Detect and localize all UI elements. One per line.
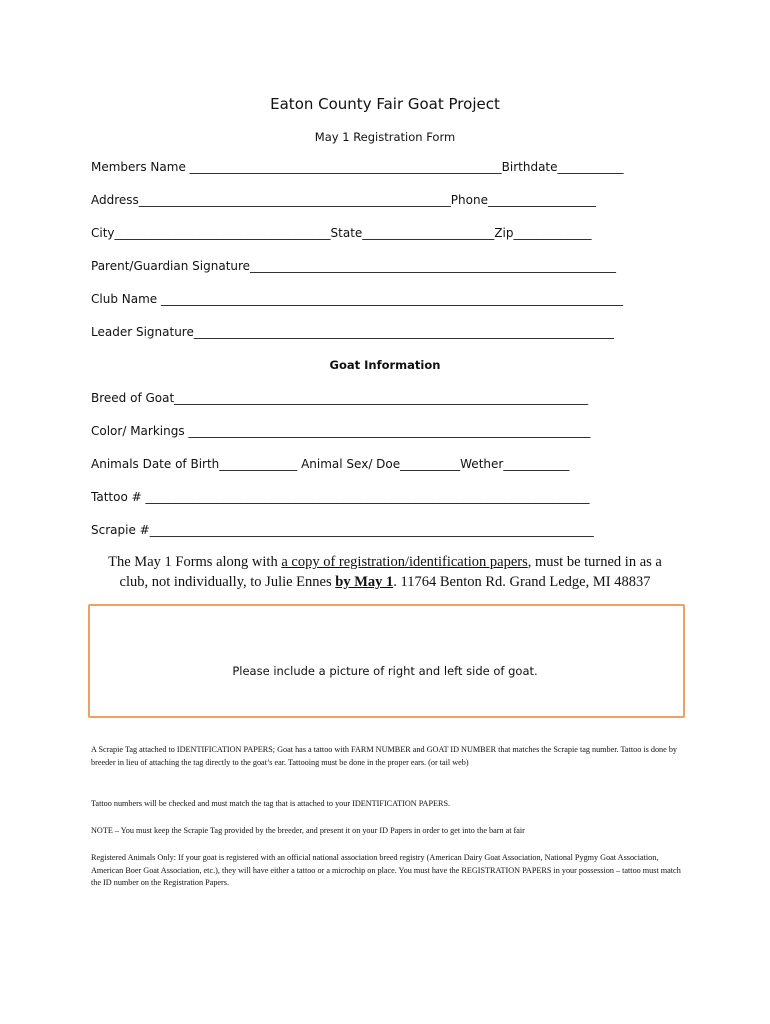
goat-information-heading: Goat Information [329, 358, 441, 372]
deadline-emphasis: by May 1 [335, 574, 394, 590]
form-subtitle: May 1 Registration Form [314, 130, 456, 144]
address-phone-line[interactable]: Address____________________________________________________Phone__________________ [91, 193, 596, 207]
members-name-birthdate-line[interactable]: Members Name ____________________________________________________Birthdate___________ [91, 160, 624, 174]
goat-photo-box[interactable] [88, 604, 685, 718]
breed-of-goat-line[interactable]: Breed of Goat_____________________________________________________________________ [91, 391, 589, 405]
form-title: Eaton County Fair Goat Project [270, 95, 500, 113]
city-state-zip-line[interactable]: City____________________________________State______________________Zip_____________ [91, 226, 592, 240]
dob-sex-line[interactable]: Animals Date of Birth_____________ Animal Sex/ Doe__________Wether___________ [91, 457, 570, 471]
tattoo-line[interactable]: Tattoo # __________________________________________________________________________ [91, 490, 590, 504]
registration-papers-emphasis: a copy of registration/identification papers [281, 554, 528, 570]
photo-prompt: Please include a picture of right and left side of goat. [232, 664, 538, 678]
parent-signature-line[interactable]: Parent/Guardian Signature_____________________________________________________________ [91, 259, 617, 273]
registered-animals-note: Registered Animals Only: If your goat is registered with an official national association breed registry (American Dairy Goat Association, National Pygmy Goat Association, American Boer Goat Association, etc.), they will have either a tattoo or a microchip on place. You must have the REGISTRATION PAPERS in your possession – tattoo must match the ID number on the Registration Papers. [91, 853, 681, 887]
keep-tag-note: NOTE – You must keep the Scrapie Tag provided by the breeder, and present it on your ID Papers in order to get into the barn at fair [91, 826, 525, 835]
leader-signature-line[interactable]: Leader Signature______________________________________________________________________ [91, 325, 614, 339]
tattoo-check-note: Tattoo numbers will be checked and must match the tag that is attached to your IDENTIFICATION PAPERS. [91, 799, 451, 808]
submission-instructions: The May 1 Forms along with a copy of registration/identification papers, must be turned in as a club, not individually, to Julie Ennes by May 1. 11764 Benton Rd. Grand Ledge, MI 48837 [108, 554, 662, 590]
club-name-line[interactable]: Club Name _____________________________________________________________________________ [91, 292, 623, 306]
scrapie-line[interactable]: Scrapie #__________________________________________________________________________ [91, 523, 594, 537]
color-markings-line[interactable]: Color/ Markings ___________________________________________________________________ [91, 424, 591, 438]
scrapie-tag-note: A Scrapie Tag attached to IDENTIFICATION PAPERS; Goat has a tattoo with FARM NUMBER and GOAT ID NUMBER that matches the Scrapie tag number. Tattoo is done by breeder in lieu of attaching the tag directly to the goat’s ear. Tattooing must be done in the proper ears. (or tail web) [91, 745, 678, 767]
